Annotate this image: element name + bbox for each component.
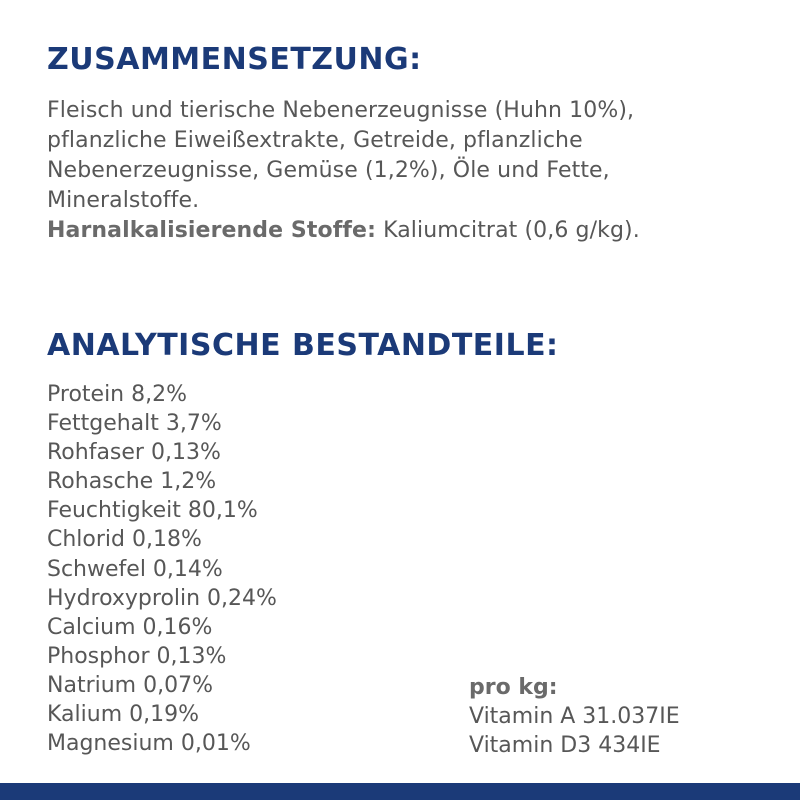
analytics-heading: ANALYTISCHE BESTANDTEILE:	[47, 328, 559, 363]
analytics-item: Magnesium 0,01%	[47, 731, 251, 757]
analytics-list	[47, 380, 277, 758]
analytics-item: Rohfaser 0,13%	[47, 440, 221, 466]
analytics-item: Phosphor 0,13%	[47, 643, 227, 669]
additive-value: Kaliumcitrat (0,6 g/kg).	[383, 218, 640, 243]
analytics-item: Hydroxyprolin 0,24%	[47, 585, 277, 611]
composition-text	[47, 96, 787, 246]
analytics-item: Chlorid 0,18%	[47, 527, 202, 553]
analytics-item: Schwefel 0,14%	[47, 556, 223, 582]
per-kg-block	[469, 673, 680, 760]
per-kg-title: pro kg:	[469, 675, 558, 700]
additive-line	[47, 216, 787, 246]
analytics-item: Feuchtigkeit 80,1%	[47, 498, 258, 524]
vitamin-item: Vitamin D3 434IE	[469, 733, 661, 759]
analytics-item: Calcium 0,16%	[47, 614, 213, 640]
composition-line: pflanzliche Eiweißextrakte, Getreide, pflanzliche	[47, 128, 583, 153]
vitamin-item: Vitamin A 31.037IE	[469, 704, 680, 730]
composition-heading: ZUSAMMENSETZUNG:	[47, 42, 422, 77]
composition-line: Mineralstoffe.	[47, 188, 200, 213]
analytics-item: Kalium 0,19%	[47, 702, 200, 728]
analytics-item: Fettgehalt 3,7%	[47, 411, 222, 437]
additive-label: Harnalkalisierende Stoffe:	[47, 218, 376, 243]
analytics-item: Protein 8,2%	[47, 382, 188, 407]
analytics-item: Natrium 0,07%	[47, 672, 213, 698]
analytics-item: Rohasche 1,2%	[47, 469, 217, 495]
composition-line: Fleisch und tierische Nebenerzeugnisse (Huhn 10%),	[47, 98, 635, 123]
bottom-bar	[0, 783, 800, 800]
composition-line: Nebenerzeugnisse, Gemüse (1,2%), Öle und Fette,	[47, 158, 610, 183]
